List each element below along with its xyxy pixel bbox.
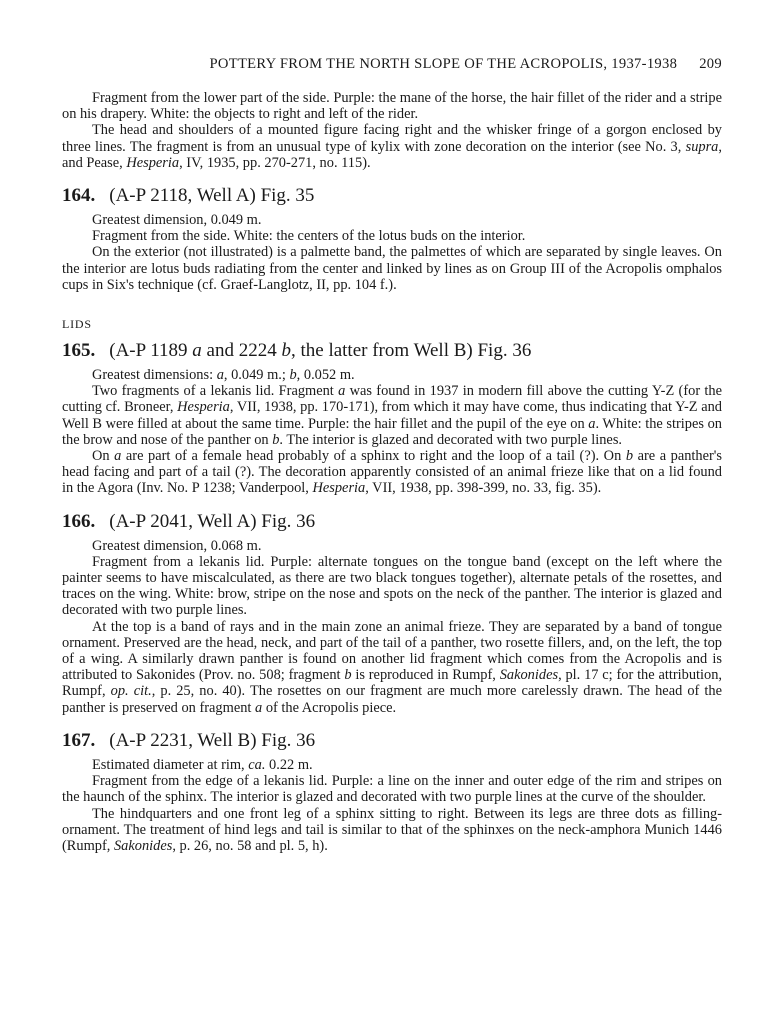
catalogue-entry-165 <box>62 340 722 497</box>
entry-reference: (A-P 1189 a and 2224 b, the latter from Well B) Fig. 36 <box>109 340 532 362</box>
entry-dimension: Greatest dimension, 0.049 m. <box>92 212 262 229</box>
entry-dimension: Greatest dimension, 0.068 m. <box>92 537 262 554</box>
entry-number: 167. <box>62 729 96 751</box>
catalogue-entry-166 <box>62 511 722 716</box>
page <box>62 52 722 854</box>
entry-number: 166. <box>62 510 96 532</box>
section-label-lids: LIDS <box>62 317 92 332</box>
intro-paragraph-2: The head and shoulders of a mounted figure facing right and the whisker fringe of a gorgon enclosed by three lines. The fragment is from an unusual type of kylix with zone decoration on the interior (see No. 3, supra, and Pease, Hesperia, IV, 1935, pp. 270-271, no. 115). <box>62 122 722 171</box>
entry-paragraph: On the exterior (not illustrated) is a palmette band, the palmettes of which are separated by single leaves. On the interior are lotus buds radiating from the center and linked by lines as on Group III of the Acropolis omphalos cups in Six's technique (cf. Graef-Langlotz, II, pp. 104 f.). <box>62 244 722 293</box>
entry-reference: (A-P 2118, Well A) Fig. 35 <box>109 185 315 207</box>
entry-reference: (A-P 2041, Well A) Fig. 36 <box>109 510 316 532</box>
intro-paragraph-1: Fragment from the lower part of the side. Purple: the mane of the horse, the hair fillet of the rider and a stripe on his drapery. White: the objects to right and left of the rider. <box>62 90 722 123</box>
entry-paragraph: Two fragments of a lekanis lid. Fragment a was found in 1937 in modern fill above the cutting Y-Z (for the cutting cf. Broneer, Hesperia, VII, 1938, pp. 170-171), from which it may have come, thus indicating that Y-Z and Well B were filled at about the same time. Purple: the hair fillet and the pupil of the eye on a. White: the stripes on the brow and nose of the panther on b. The interior is glazed and decorated with two purple lines. <box>62 383 722 448</box>
entry-heading <box>62 511 722 533</box>
entry-paragraph: On a are part of a female head probably of a sphinx to right and the loop of a tail (?). On b are a panther's head facing and part of a tail (?). The decoration apparently consisted of an animal frieze like that on a lid found in the Agora (Inv. No. P 1238; Vanderpool, Hesperia, VII, 1938, pp. 398-399, no. 33, fig. 35). <box>62 448 723 497</box>
running-header <box>62 52 722 76</box>
catalogue-entry-167 <box>62 730 722 854</box>
entry-heading <box>62 340 722 362</box>
entry-paragraph: At the top is a band of rays and in the main zone an animal frieze. They are separated by a band of tongue ornament. Preserved are the head, neck, and part of the tail of a panther, two rosette fillers, and, on the left, the top of a wing. A similarly drawn panther is found on another lid fragment which comes from the Acropolis and is attributed to Sakonides (Prov. no. 508; fragment b is reproduced in Rumpf, Sakonides, pl. 17 c; for the attribution, Rumpf, op. cit., p. 25, no. 40). The rosettes on our fragment are much more carelessly drawn. The head of the panther is preserved on fragment a of the Acropolis piece. <box>62 618 723 716</box>
page-number: 209 <box>699 56 722 72</box>
entry-number: 164. <box>62 185 96 207</box>
entry-number: 165. <box>62 340 96 362</box>
entry-paragraph: Fragment from the edge of a lekanis lid. Purple: a line on the inner and outer edge of the rim and stripes on the haunch of the sphinx. The interior is glazed and decorated with two purple lines at the curve of the shoulder. <box>62 773 722 806</box>
entry-dimension: Greatest dimensions: a, 0.049 m.; b, 0.052 m. <box>92 367 355 384</box>
intro-entry <box>62 90 722 171</box>
entry-heading <box>62 185 722 207</box>
entry-reference: (A-P 2231, Well B) Fig. 36 <box>109 729 316 751</box>
entry-heading <box>62 730 722 752</box>
entry-paragraph: Fragment from the side. White: the centers of the lotus buds on the interior. <box>92 228 526 245</box>
running-title: POTTERY FROM THE NORTH SLOPE OF THE ACROPOLIS, 1937-1938 <box>209 56 678 72</box>
entry-paragraph: Fragment from a lekanis lid. Purple: alternate tongues on the tongue band (except on the left where the painter seems to have miscalculated, as there are two black tongues together), alternate petals of the rosettes, and traces on the wing. White: brow, stripe on the nose and spots on the neck of the panther. The interior is glazed and decorated with two purple lines. <box>62 553 722 619</box>
catalogue-entry-164 <box>62 185 722 293</box>
entry-dimension: Estimated diameter at rim, ca. 0.22 m. <box>92 756 313 773</box>
entry-paragraph: The hindquarters and one front leg of a sphinx sitting to right. Between its legs are three dots as filling-ornament. The treatment of hind legs and tail is similar to that of the sphinxes on the neck-amphora Munich 1446 (Rumpf, Sakonides, p. 26, no. 58 and pl. 5, h). <box>62 805 722 854</box>
